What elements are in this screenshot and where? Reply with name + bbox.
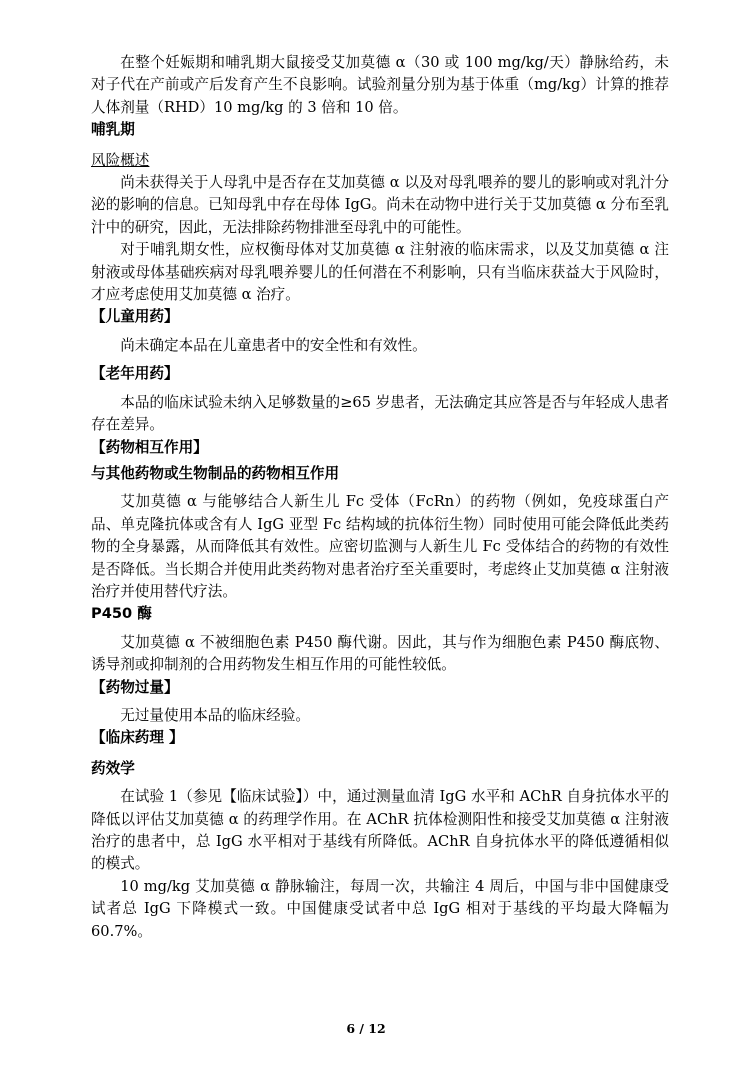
pregnancy-paragraph: 在整个妊娠期和哺乳期大鼠接受艾加莫德 α（30 或 100 mg/kg/天）静脉给药，未对子代在产前或产后发育产生不良影响。试验剂量分别为基于体重（mg/kg）计算的推荐人体剂量（RHD）10 mg/kg 的 3 倍和 10 倍。 <box>91 54 669 116</box>
interactions-heading: 【药物相互作用】 <box>91 438 208 456</box>
overdose-paragraph: 无过量使用本品的临床经验。 <box>120 706 310 724</box>
risk-summary-paragraph: 尚未获得关于人母乳中是否存在艾加莫德 α 以及对母乳喂养的婴儿的影响或对乳汁分泌的影响的信息。已知母乳中存在母体 IgG。尚未在动物中进行关于艾加莫德 α 分布至乳汁中的研究，因此，无法排除药物排泄至母乳中的可能性。 <box>91 174 669 236</box>
pediatric-paragraph: 尚未确定本品在儿童患者中的安全性和有效性。 <box>120 336 427 354</box>
page-number: 6 / 12 <box>346 1021 386 1036</box>
pediatric-heading: 【儿童用药】 <box>91 308 179 326</box>
geriatric-paragraph: 本品的临床试验未纳入足够数量的≥65 岁患者，无法确定其应答是否与年轻成人患者存在差异。 <box>91 393 669 434</box>
overdose-heading: 【药物过量】 <box>91 678 179 696</box>
p450-heading: P450 酶 <box>91 605 152 623</box>
lactation-benefit-paragraph: 对于哺乳期女性，应权衡母体对艾加莫德 α 注射液的临床需求，以及艾加莫德 α 注射液或母体基础疾病对母乳喂养婴儿的任何潜在不利影响，只有当临床获益大于风险时，才应考虑使用艾加莫德 α 治疗。 <box>91 241 669 304</box>
document-body <box>91 52 669 943</box>
pd-paragraph-1: 在试验 1（参见【临床试验】）中，通过测量血清 IgG 水平和 AChR 自身抗体水平的降低以评估艾加莫德 α 的药理学作用。在 AChR 抗体检测阳性和接受艾加莫德 α 注射液治疗的患者中，总 IgG 水平相对于基线有所降低。AChR 自身抗体水平的降低遵循相似的模式。 <box>91 788 669 873</box>
interactions-subheading: 与其他药物或生物制品的药物相互作用 <box>91 464 340 482</box>
pd-paragraph-2: 10 mg/kg 艾加莫德 α 静脉输注，每周一次，共输注 4 周后，中国与非中国健康受试者总 IgG 下降模式一致。中国健康受试者中总 IgG 相对于基线的平均最大降幅为 60.7%。 <box>91 877 669 940</box>
pharmacology-heading: 【临床药理 】 <box>91 729 184 747</box>
lactation-heading: 哺乳期 <box>91 121 135 139</box>
geriatric-heading: 【老年用药】 <box>91 365 179 383</box>
interactions-paragraph: 艾加莫德 α 与能够结合人新生儿 Fc 受体（FcRn）的药物（例如，免疫球蛋白产品、单克隆抗体或含有人 IgG 亚型 Fc 结构域的抗体衍生物）同时使用可能会降低此类药物的全身暴露，从而降低其有效性。应密切监测与人新生儿 Fc 受体结合的药物的有效性是否降低。当长期合并使用此类药物对患者治疗至关重要时，考虑终止艾加莫德 α 注射液治疗并使用替代疗法。 <box>91 493 669 600</box>
risk-summary-label: 风险概述 <box>91 151 150 169</box>
pd-heading: 药效学 <box>91 759 135 777</box>
p450-paragraph: 艾加莫德 α 不被细胞色素 P450 酶代谢。因此，其与作为细胞色素 P450 酶底物、诱导剂或抑制剂的合用药物发生相互作用的可能性较低。 <box>91 633 669 674</box>
